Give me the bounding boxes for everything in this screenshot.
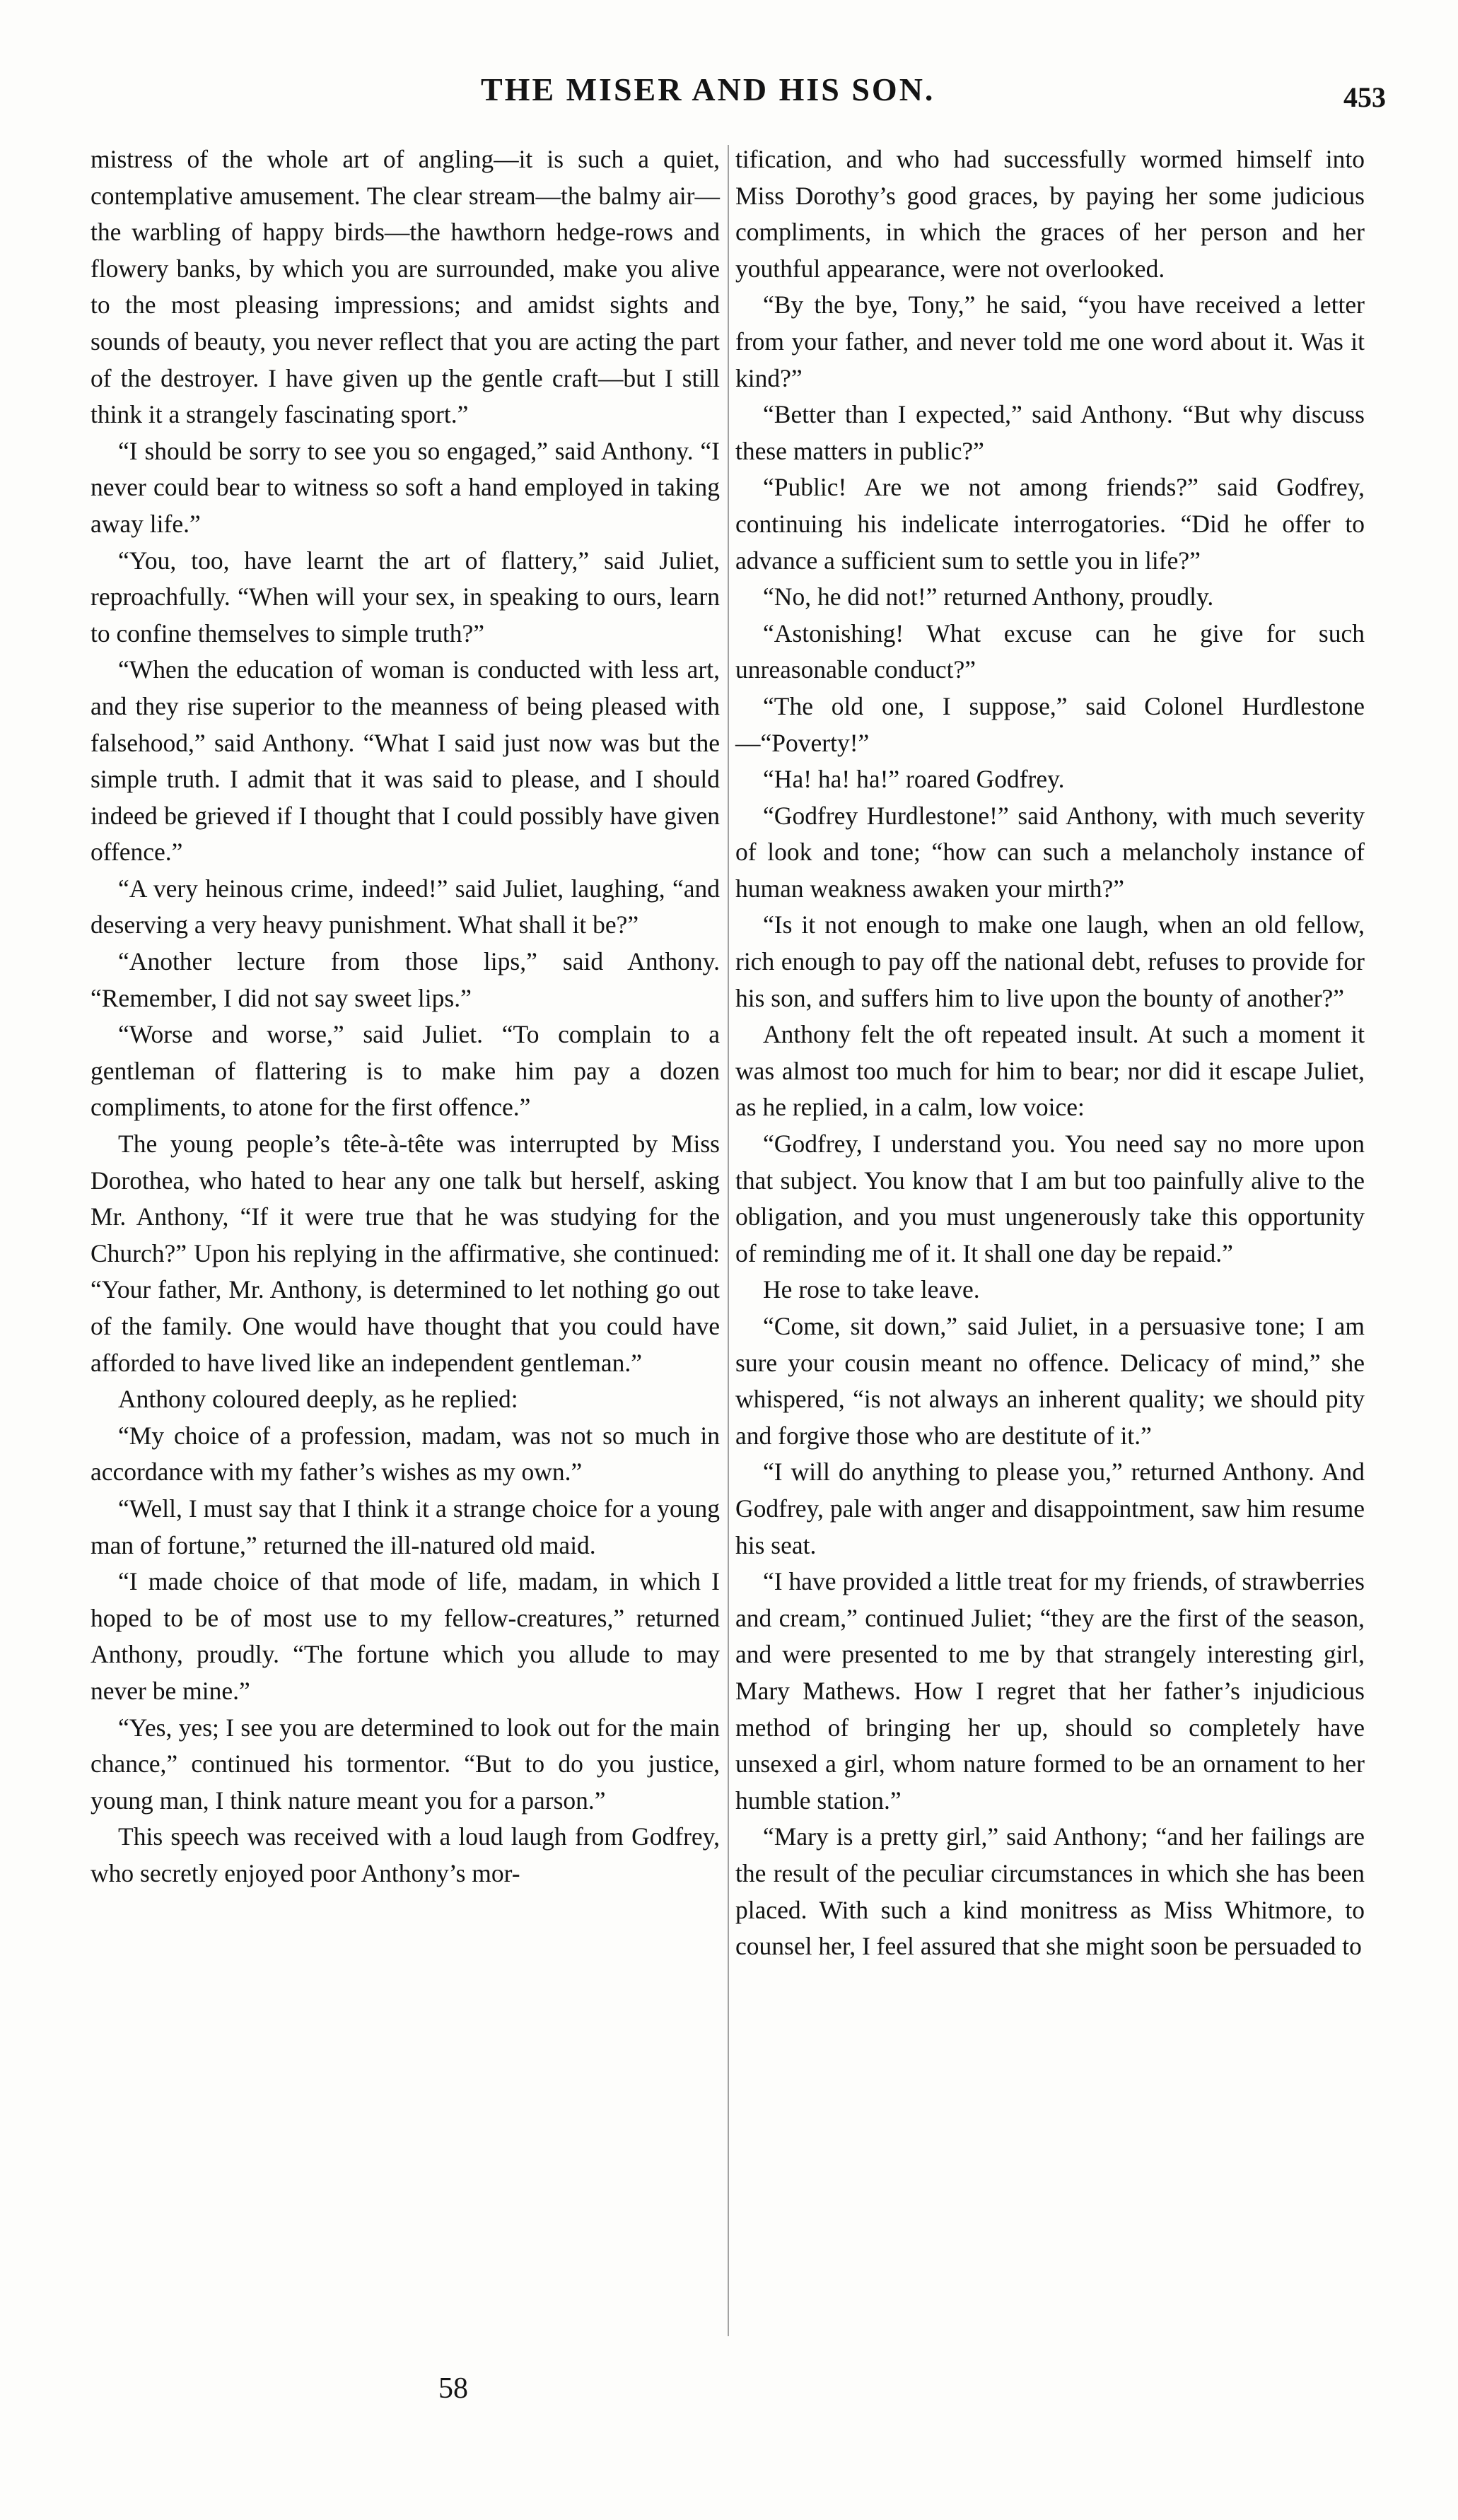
paragraph: mistress of the whole art of angling—it is such a quiet, contemplative amusement. The clear stream—the balmy air—the warbling of happy birds—the hawthorn hedge-rows and flowery banks, by which you are surrounded, make you alive to the most pleasing impressions; and amidst sights and sounds of beauty, you never reflect that you are acting the part of the destroyer. I have given up the gentle craft—but I still think it a strangely fascinating sport.” xyxy=(91,145,720,429)
right-column xyxy=(735,141,1365,1965)
paragraph: “By the bye, Tony,” he said, “you have received a letter from your father, and never told me one word about it. Was it kind?” xyxy=(735,291,1365,392)
paragraph: “Mary is a pretty girl,” said Anthony; “and her failings are the result of the peculiar circumstances in which she has been placed. With such a kind monitress as Miss Whitmore, to counsel her, I feel assured that she might soon be persuaded to xyxy=(735,1822,1365,1961)
paragraph: “Well, I must say that I think it a strange choice for a young man of fortune,” returned the ill-natured old maid. xyxy=(91,1494,720,1559)
paragraph: The young people’s tête-à-tête was interrupted by Miss Dorothea, who hated to hear any one talk but herself, asking Mr. Anthony, “If it were true that he was studying for the Church?” Upon his replying in the affirmative, she continued: “Your father, Mr. Anthony, is determined to let nothing go out of the family. One would have thought that you could have afforded to have lived like an independent gentleman.” xyxy=(91,1130,720,1377)
paragraph: “Public! Are we not among friends?” said Godfrey, continuing his indelicate interrogatories. “Did he offer to advance a sufficient sum to settle you in life?” xyxy=(735,473,1365,575)
running-title: THE MISER AND HIS SON. xyxy=(481,71,935,107)
paragraph: This speech was received with a loud laugh from Godfrey, who secretly enjoyed poor Anthony’s mor- xyxy=(91,1822,720,1887)
paragraph: “Godfrey Hurdlestone!” said Anthony, with much severity of look and tone; “how can such a melancholy instance of human weakness awaken your mirth?” xyxy=(735,801,1365,903)
paragraph: “Astonishing! What excuse can he give for such unreasonable conduct?” xyxy=(735,619,1365,684)
paragraph: He rose to take leave. xyxy=(763,1275,980,1304)
paragraph: “Another lecture from those lips,” said Anthony. “Remember, I did not say sweet lips.” xyxy=(91,947,720,1012)
paragraph: “Come, sit down,” said Juliet, in a persuasive tone; I am sure your cousin meant no offence. Delicacy of mind,” she whispered, “is not always an inherent quality; we should pity and forgive those who are destitute of it.” xyxy=(735,1312,1365,1450)
paragraph: “When the education of woman is conducted with less art, and they rise superior to the meanness of being pleased with falsehood,” said Anthony. “What I said just now was but the simple truth. I admit that it was said to please, and I should indeed be grieved if I thought that I could possibly have given offence.” xyxy=(91,655,720,867)
paragraph: “Worse and worse,” said Juliet. “To complain to a gentleman of flattering is to make him pay a dozen compliments, to atone for the first offence.” xyxy=(91,1020,720,1122)
paragraph: “Godfrey, I understand you. You need say no more upon that subject. You know that I am but too painfully alive to the obligation, and you must ungenerously take this opportunity of reminding me of it. It shall one day be repaid.” xyxy=(735,1130,1365,1267)
paragraph: Anthony coloured deeply, as he replied: xyxy=(118,1385,518,1414)
paragraph: “My choice of a profession, madam, was not so much in accordance with my father’s wishes as my own.” xyxy=(91,1421,720,1487)
paragraph: “Yes, yes; I see you are determined to look out for the main chance,” continued his tormentor. “But to do you justice, young man, I think nature meant you for a parson.” xyxy=(91,1713,720,1815)
paragraph: “I made choice of that mode of life, madam, in which I hoped to be of most use to my fellow-creatures,” returned Anthony, proudly. “The fortune which you allude to may never be mine.” xyxy=(91,1567,720,1705)
paragraph: “I should be sorry to see you so engaged,” said Anthony. “I never could bear to witness so soft a hand employed in taking away life.” xyxy=(91,436,720,538)
paragraph: “You, too, have learnt the art of flattery,” said Juliet, reproachfully. “When will your sex, in speaking to ours, learn to confine themselves to simple truth?” xyxy=(91,546,720,647)
paragraph: tification, and who had successfully wormed himself into Miss Dorothy’s good graces, by paying her some judicious compliments, in which the graces of her person and her youthful appearance, were not overlooked. xyxy=(735,145,1365,283)
column-divider xyxy=(728,145,729,2336)
left-column xyxy=(91,141,720,1892)
paragraph: “I have provided a little treat for my friends, of strawberries and cream,” continued Juliet; “they are the first of the season, and were presented to me by that strangely interesting girl, Mary Mathews. How I regret that her father’s injudicious method of bringing her up, should so completely have unsexed a girl, whom nature formed to be an ornament to her humble station.” xyxy=(735,1567,1365,1815)
page-number: 453 xyxy=(1343,81,1386,113)
paragraph: “Better than I expected,” said Anthony. “But why discuss these matters in public?” xyxy=(735,400,1365,465)
paragraph: “The old one, I suppose,” said Colonel Hurdlestone—“Poverty!” xyxy=(735,691,1365,757)
paragraph: “I will do anything to please you,” returned Anthony. And Godfrey, pale with anger and disappointment, saw him resume his seat. xyxy=(735,1458,1365,1559)
page-header xyxy=(0,71,1458,120)
paragraph: “No, he did not!” returned Anthony, proudly. xyxy=(763,582,1214,611)
paragraph: “Is it not enough to make one laugh, when an old fellow, rich enough to pay off the national debt, refuses to provide for his son, and suffers him to live upon the bounty of another?” xyxy=(735,910,1365,1012)
signature-mark: 58 xyxy=(438,2372,468,2405)
paragraph: Anthony felt the oft repeated insult. At such a moment it was almost too much for him to bear; nor did it escape Juliet, as he replied, in a calm, low voice: xyxy=(735,1020,1365,1122)
paragraph: “Ha! ha! ha!” roared Godfrey. xyxy=(763,765,1065,794)
paragraph: “A very heinous crime, indeed!” said Juliet, laughing, “and deserving a very heavy punishment. What shall it be?” xyxy=(91,874,720,939)
